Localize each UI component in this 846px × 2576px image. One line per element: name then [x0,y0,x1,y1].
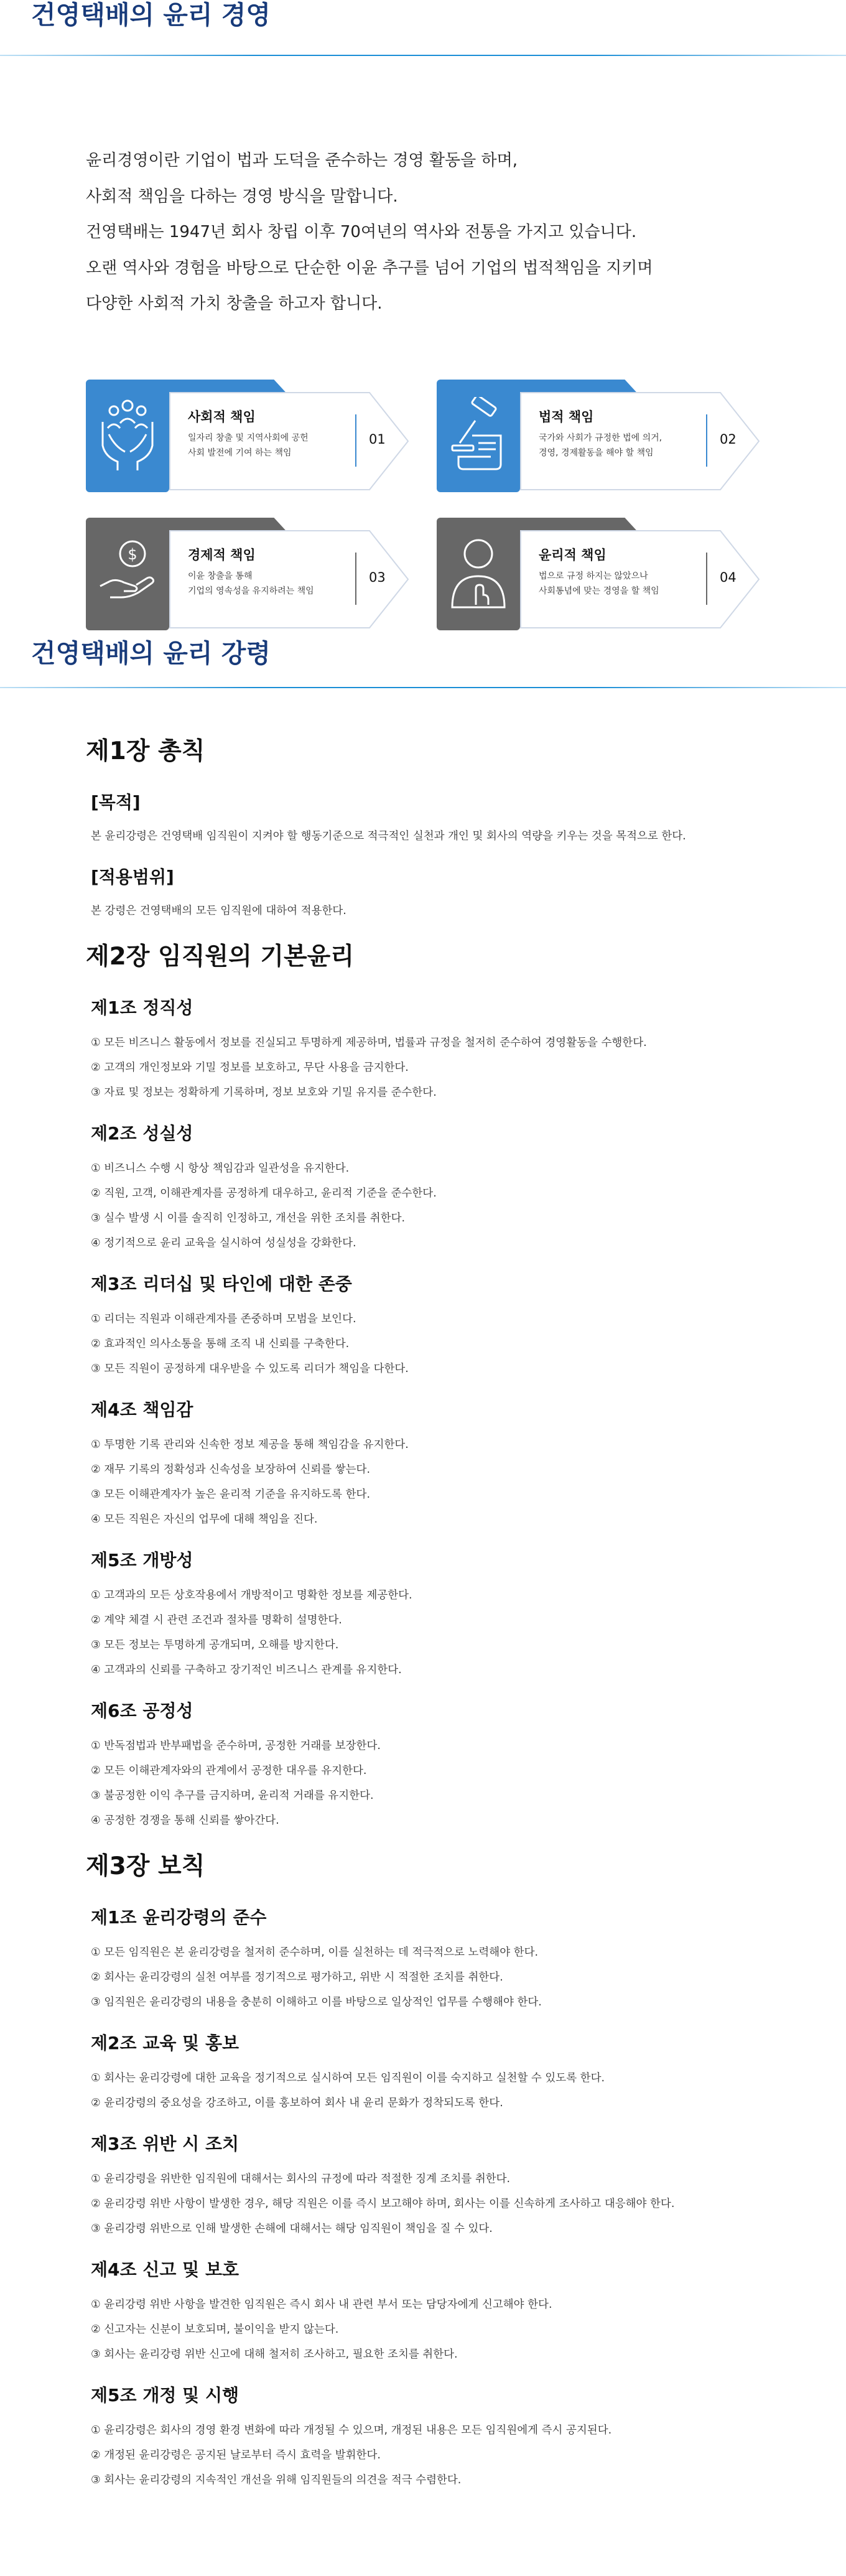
ethics-code-title: 건영택배의 윤리 강령 [31,638,271,668]
card-title: 윤리적 책임 [539,548,607,562]
article-item: 본 윤리강령은 건영택배 임직원이 지켜야 할 행동기준으로 적극적인 실천과 개인 및 회사의 역량을 키우는 것을 목적으로 한다. [91,830,686,842]
article-item: ② 신고자는 신분이 보호되며, 불이익을 받지 않는다. [91,2323,339,2336]
card-ethical-responsibility [437,518,760,630]
article-item: ④ 모든 직원은 자신의 업무에 대해 책임을 진다. [91,1513,318,1526]
card-divider [355,553,356,605]
article-item: ③ 윤리강령 위반으로 인해 발생한 손해에 대해서는 해당 임직원이 책임을 질 수 있다. [91,2223,493,2235]
article-title: 제1조 윤리강령의 준수 [91,1907,267,1928]
article-item: ① 모든 임직원은 본 윤리강령을 철저히 준수하며, 이를 실천하는 데 적극적으로 노력해야 한다. [91,1946,539,1959]
article [86,790,846,849]
article-item: ① 윤리강령을 위반한 임직원에 대해서는 회사의 규정에 따라 적절한 징계 조치를 취한다. [91,2173,511,2185]
card-desc-line: 사회통념에 맞는 경영을 할 책임 [539,586,659,596]
article-item: ② 모든 이해관계자와의 관계에서 공정한 대우를 유지한다. [91,1765,367,1777]
card-description [188,569,325,599]
article-item: ③ 회사는 윤리강령의 지속적인 개선을 위해 임직원들의 의견을 적극 수렴한다. [91,2474,462,2486]
card-desc-line: 이윤 창출을 통해 [188,571,253,581]
svg-text:$: $ [128,546,137,563]
article-item: ② 회사는 윤리강령의 실천 여부를 정기적으로 평가하고, 위반 시 적절한 조치를 취한다. [91,1971,503,1984]
article-item: ③ 모든 이해관계자가 높은 윤리적 기준을 유지하도록 한다. [91,1488,371,1501]
card-icon-box [437,518,520,630]
card-description [539,569,676,599]
chapter-title: 제1장 총칙 [86,737,205,765]
article [86,2383,846,2493]
article-title: 제4조 책임감 [91,1399,193,1420]
card-number: 01 [369,432,386,447]
card-desc-line: 기업의 영속성을 유지하려는 책임 [188,586,314,596]
card-desc-line: 경영, 경제활동을 해야 할 책임 [539,448,654,458]
article [86,1905,846,2015]
ethics-management-title: 건영택배의 윤리 경영 [31,0,271,30]
article-item: ① 고객과의 모든 상호작용에서 개방적이고 명확한 정보를 제공한다. [91,1589,412,1602]
card-icon-box [437,380,520,492]
article [86,1121,846,1256]
card-legal-responsibility [437,380,760,492]
card-divider [355,414,356,467]
article-item: ① 윤리강령은 회사의 경영 환경 변화에 따라 개정될 수 있으며, 개정된 내용은 모든 임직원에게 즉시 공지된다. [91,2424,612,2437]
article-item: ① 반독점법과 반부패법을 준수하며, 공정한 거래를 보장한다. [91,1740,381,1752]
article-item: ① 투명한 기록 관리와 신속한 정보 제공을 통해 책임감을 유지한다. [91,1439,409,1451]
article-title: 제1조 정직성 [91,997,193,1018]
article-title: 제2조 성실성 [91,1123,193,1144]
article-item: ② 윤리강령 위반 사항이 발생한 경우, 해당 직원은 이를 즉시 보고해야 하며, 회사는 이를 신속하게 조사하고 대응해야 한다. [91,2198,675,2210]
article [86,2132,846,2241]
article-title: [적용범위] [91,867,174,887]
card-divider [706,553,707,605]
article-item: ③ 임직원은 윤리강령의 내용을 충분히 이해하고 이를 바탕으로 일상적인 업무를 수행해야 한다. [91,1996,542,2009]
article [86,1398,846,1532]
community-hands-icon [96,397,159,472]
chapter-title: 제2장 임직원의 기본윤리 [86,943,355,971]
card-number: 02 [720,432,737,447]
article [86,996,846,1105]
article-item: ② 개정된 윤리강령은 공지된 날로부터 즉시 효력을 발휘한다. [91,2449,381,2462]
header-divider [0,55,846,56]
article-item: ② 재무 기록의 정확성과 신속성을 보장하여 신뢰를 쌓는다. [91,1463,371,1476]
card-desc-line: 일자리 창출 및 지역사회에 공헌 [188,433,309,443]
article-item: ① 윤리강령 위반 사항을 발견한 임직원은 즉시 회사 내 관련 부서 또는 담당자에게 신고해야 한다. [91,2298,552,2311]
article-item: ② 윤리강령의 중요성을 강조하고, 이를 홍보하여 회사 내 윤리 문화가 정착되도록 한다. [91,2097,503,2109]
article [86,2257,846,2367]
card-description [188,431,325,460]
intro-line: 사회적 책임을 다하는 경영 방식을 말합니다. [86,187,398,206]
article-title: 제3조 리더십 및 타인에 대한 존중 [91,1274,352,1294]
article-item: ② 고객의 개인정보와 기밀 정보를 보호하고, 무단 사용을 금지한다. [91,1062,409,1074]
article [86,2031,846,2116]
intro-line: 윤리경영이란 기업이 법과 도덕을 준수하는 경영 활동을 하며, [86,151,518,170]
article-item: ③ 실수 발생 시 이를 솔직히 인정하고, 개선을 위한 조치를 취한다. [91,1212,406,1225]
ethics-code-content [0,689,846,2546]
article-item: ② 계약 체결 시 관련 조건과 절차를 명확히 설명한다. [91,1614,342,1626]
article-item: ① 모든 비즈니스 활동에서 정보를 진실되고 투명하게 제공하며, 법률과 규정을 철저히 준수하여 경영활동을 수행한다. [91,1037,647,1049]
article-title: 제4조 신고 및 보호 [91,2259,239,2280]
article-item: ④ 정기적으로 윤리 교육을 실시하여 성실성을 강화한다. [91,1237,356,1249]
card-icon-box [86,380,169,492]
article [86,1699,846,1833]
card-divider [706,414,707,467]
article-item: ① 리더는 직원과 이해관계자를 존중하며 모범을 보인다. [91,1313,356,1325]
gavel-scroll-icon [447,397,509,472]
article [86,1548,846,1682]
intro-line: 건영택배는 1947년 회사 창립 이후 70여년의 역사와 전통을 가지고 있습니다. [86,223,637,241]
article-title: 제6조 공정성 [91,1701,193,1721]
article-item: ③ 자료 및 정보는 정확하게 기록하며, 정보 보호와 기밀 유지를 준수한다. [91,1086,437,1099]
card-title: 경제적 책임 [188,548,256,562]
intro-line: 다양한 사회적 가치 창출을 하고자 합니다. [86,294,383,313]
article-item: 본 강령은 건영택배의 모든 임직원에 대하여 적용한다. [91,905,346,917]
card-desc-line: 법으로 규정 하지는 않았으나 [539,571,648,581]
article-item: ① 비즈니스 수행 시 항상 책임감과 일관성을 유지한다. [91,1162,350,1175]
card-icon-box [86,518,169,630]
card-title: 법적 책임 [539,409,594,424]
article-item: ② 직원, 고객, 이해관계자를 공정하게 대우하고, 윤리적 기준을 준수한다. [91,1187,437,1200]
article-title: 제2조 교육 및 홍보 [91,2033,239,2053]
article-title: 제3조 위반 시 조치 [91,2134,239,2154]
ethics-code-header [0,630,846,689]
card-description [539,431,676,460]
article-item: ② 효과적인 의사소통을 통해 조직 내 신뢰를 구축한다. [91,1338,350,1350]
person-pledge-icon [447,535,509,610]
article-item: ④ 공정한 경쟁을 통해 신뢰를 쌓아간다. [91,1814,279,1827]
article [86,865,846,923]
article-title: 제5조 개방성 [91,1550,193,1570]
card-number: 04 [720,570,737,585]
card-economic-responsibility [86,518,409,630]
card-number: 03 [369,570,386,585]
header-divider [0,687,846,688]
article [86,1272,846,1381]
article-item: ③ 불공정한 이익 추구를 금지하며, 윤리적 거래를 유지한다. [91,1790,374,1802]
article-item: ③ 모든 직원이 공정하게 대우받을 수 있도록 리더가 책임을 다한다. [91,1363,409,1375]
responsibility-cards [0,325,846,630]
article-item: ① 회사는 윤리강령에 대한 교육을 정기적으로 실시하여 모든 임직원이 이를 숙지하고 실천할 수 있도록 한다. [91,2072,605,2084]
chapter-title: 제3장 보칙 [86,1852,205,1880]
article-item: ③ 모든 정보는 투명하게 공개되며, 오해를 방지한다. [91,1639,339,1651]
intro-text [0,57,846,325]
article-title: [목적] [91,792,141,813]
intro-line: 오랜 역사와 경험을 바탕으로 단순한 이윤 추구를 넘어 기업의 법적책임을 지키며 [86,258,653,278]
card-title: 사회적 책임 [188,409,256,424]
card-desc-line: 국가와 사회가 규정한 법에 의거, [539,433,662,443]
article-title: 제5조 개정 및 시행 [91,2385,239,2406]
money-hand-icon [96,535,159,610]
article-item: ④ 고객과의 신뢰를 구축하고 장기적인 비즈니스 관계를 유지한다. [91,1664,402,1676]
card-desc-line: 사회 발전에 기여 하는 책임 [188,448,292,458]
article-item: ③ 회사는 윤리강령 위반 신고에 대해 철저히 조사하고, 필요한 조치를 취한다. [91,2348,458,2361]
card-social-responsibility [86,380,409,492]
ethics-management-header [0,0,846,57]
